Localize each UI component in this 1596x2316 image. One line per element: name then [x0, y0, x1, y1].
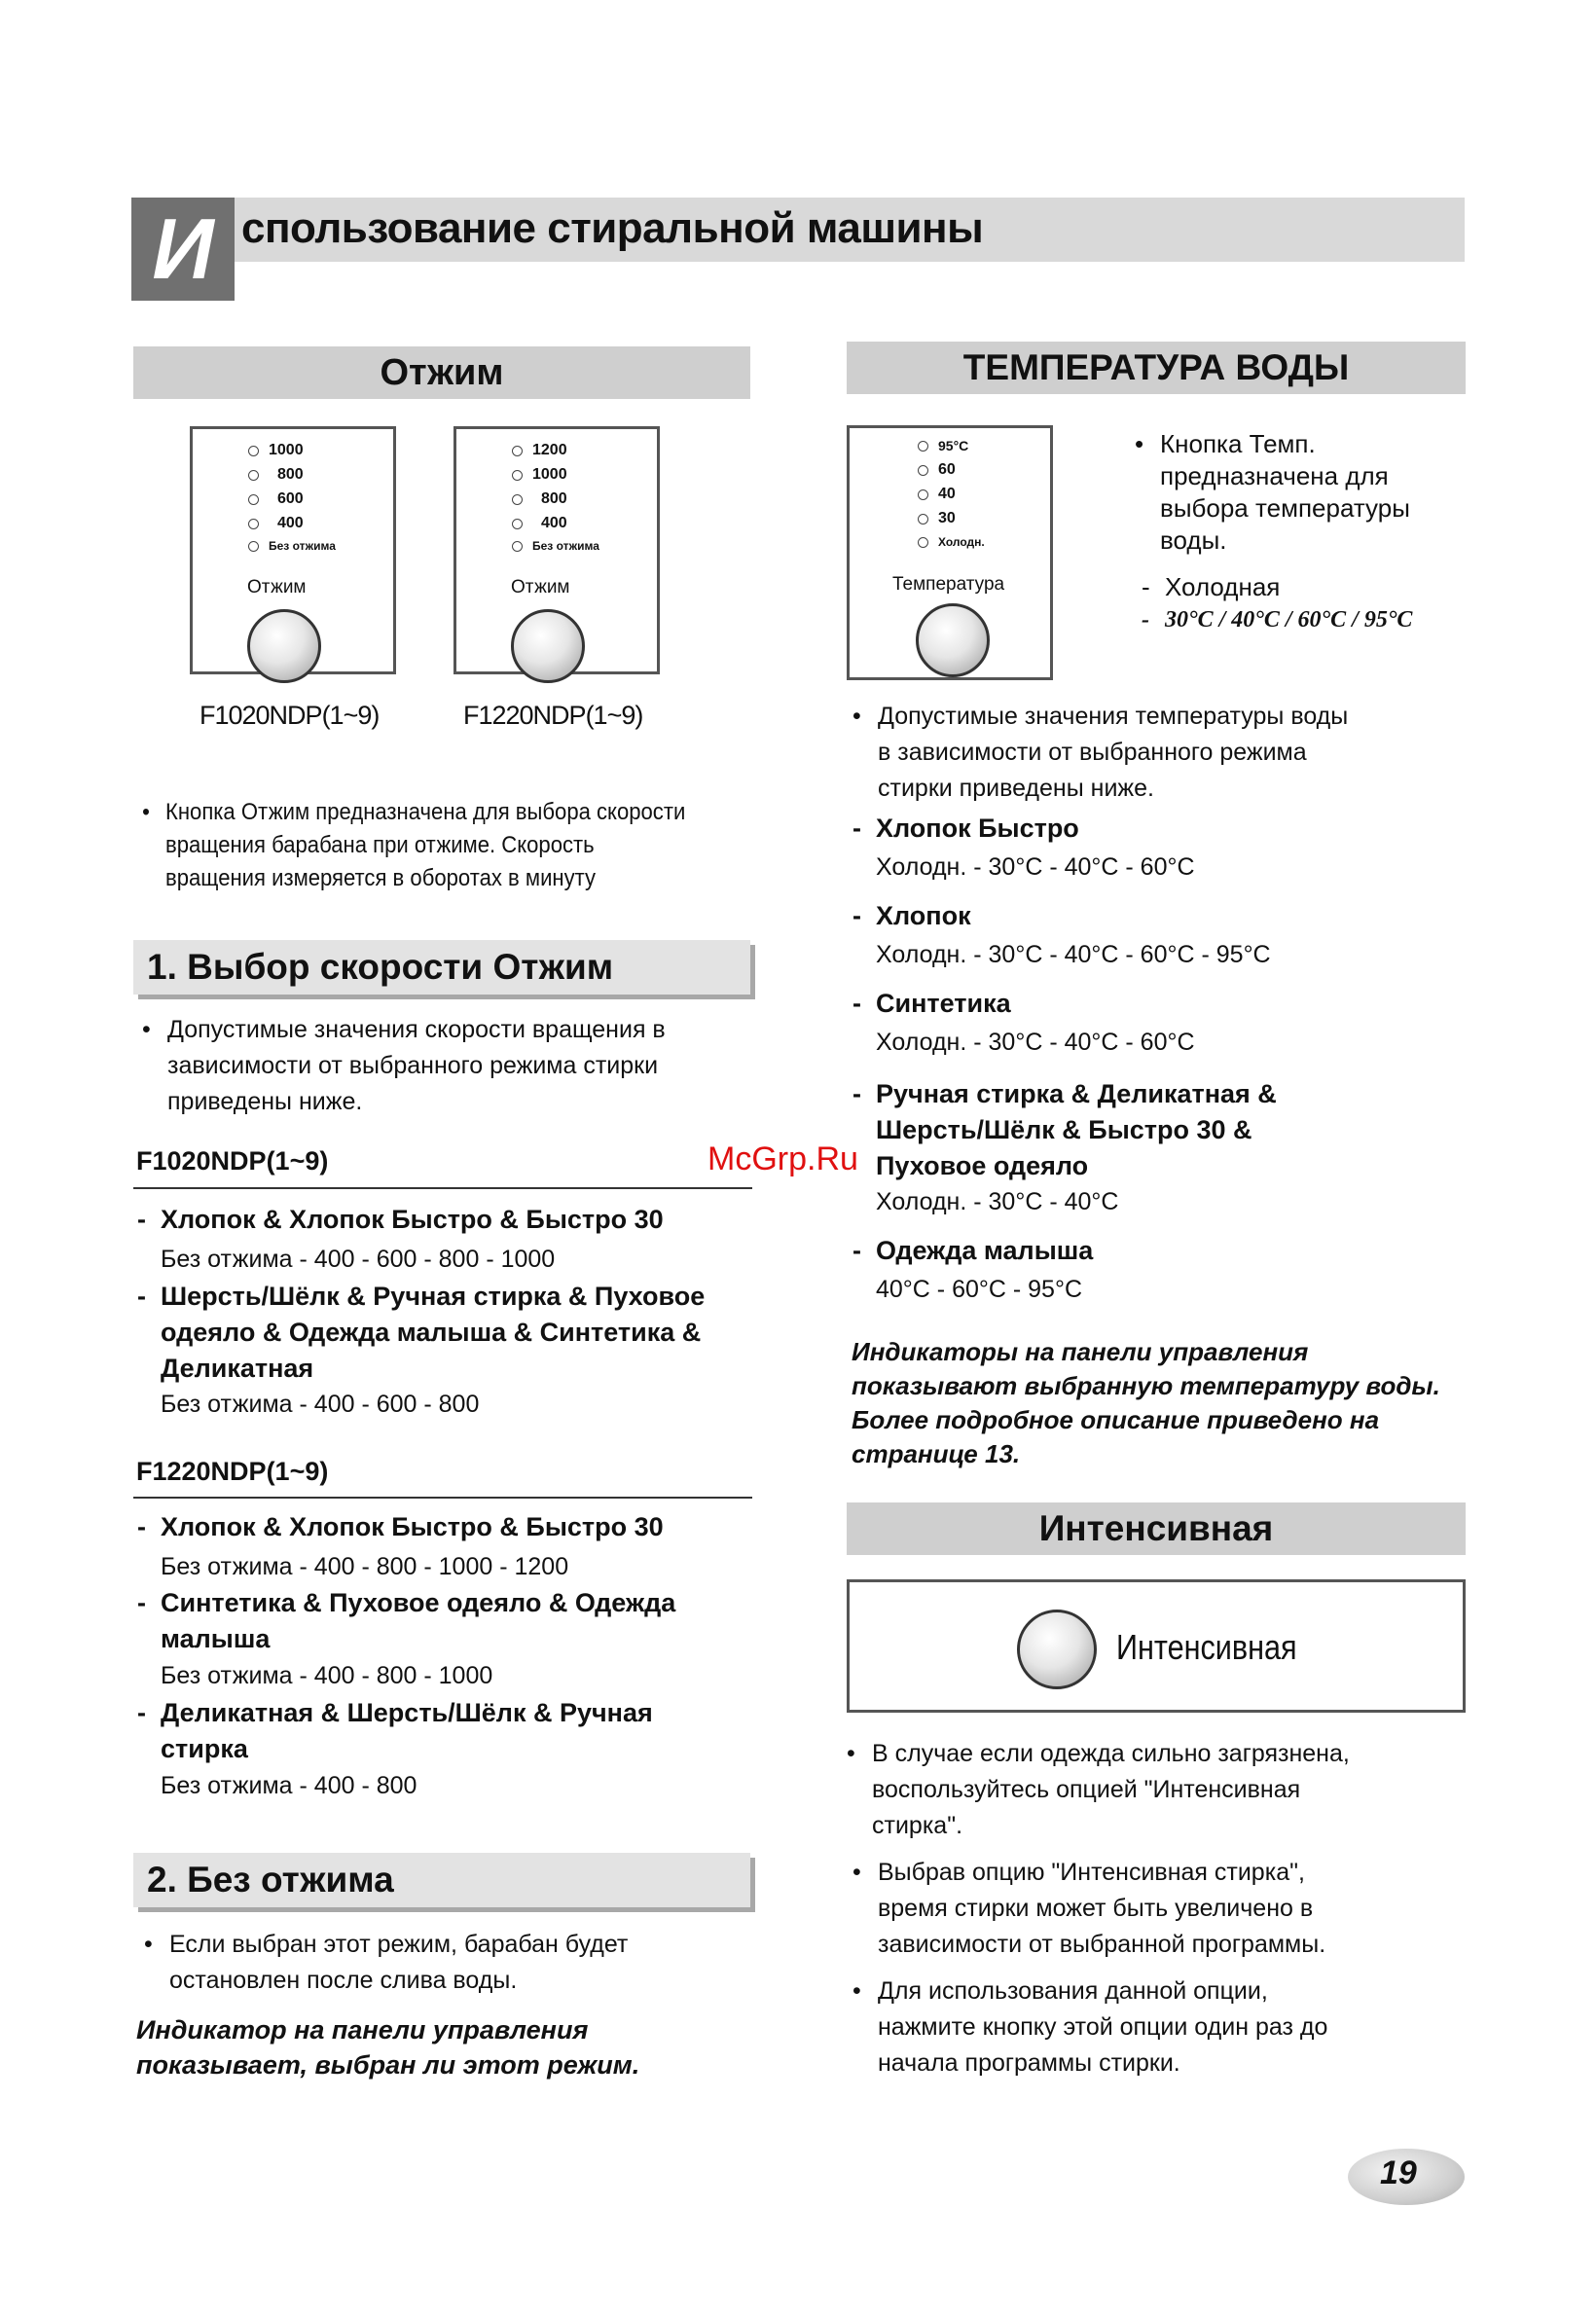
program-group-title: - Шерсть/Шёлк & Ручная стирка & Пуховое одеяло & Одежда малыша & Синтетика & Деликатная	[161, 1279, 705, 1387]
temp-button-label: Температура	[892, 574, 1005, 595]
divider	[133, 1497, 752, 1499]
temp-program-title: - Одежда малыша	[876, 1236, 1093, 1266]
intensive-bullet: • Выбрав опцию "Интенсивная стирка", время стирки может быть увеличено в зависимости от выбранной программы.	[878, 1855, 1481, 1963]
spin-button-label: Отжим	[247, 577, 307, 597]
temperature-knob-button[interactable]	[916, 603, 990, 677]
intensive-heading: Интенсивная	[847, 1502, 1466, 1555]
watermark: McGrp.Ru	[707, 1140, 858, 1177]
spin-heading: Отжим	[133, 346, 750, 399]
spin-values: Без отжима - 400 - 800 - 1000 - 1200	[161, 1553, 569, 1580]
temp-values: Холодн. - 30°C - 40°C - 60°C	[876, 853, 1195, 881]
spin-values: Без отжима - 400 - 800 - 1000	[161, 1662, 493, 1689]
spin-panel-f1220	[453, 426, 660, 674]
spin-level: 1000	[248, 442, 304, 459]
temperature-description: • Кнопка Темп. предназначена для выбора температуры воды.	[1160, 428, 1481, 557]
spin-level: 1000	[512, 466, 567, 484]
temp-option-values: - 30°C / 40°C / 60°C / 95°C	[1165, 607, 1412, 633]
subheading-spin-speed: 1. Выбор скорости Отжим	[133, 940, 750, 995]
intensive-bullet: • В случае если одежда сильно загрязнена, воспользуйтесь опцией "Интенсивная стирка".	[872, 1736, 1475, 1844]
title-initial: И	[131, 198, 235, 301]
spin-values: Без отжима - 400 - 600 - 800	[161, 1391, 480, 1418]
spin-level: 800	[248, 466, 304, 484]
spin-level: 1200	[512, 442, 567, 459]
temperature-intro: • Допустимые значения температуры воды в зависимости от выбранного режима стирки приведены ниже.	[878, 699, 1481, 807]
intensive-panel	[847, 1579, 1466, 1713]
temp-level: 40	[918, 486, 956, 503]
temp-values: Холодн. - 30°C - 40°C - 60°C	[876, 1029, 1195, 1056]
page-title: спользование стиральной машины	[241, 204, 984, 252]
intensive-button-label: Интенсивная	[1116, 1627, 1297, 1667]
temp-option-cold: - Холодная	[1165, 572, 1280, 602]
model-heading: F1020NDP(1~9)	[136, 1146, 329, 1176]
spin-level: Без отжима	[248, 539, 336, 553]
model-heading: F1220NDP(1~9)	[136, 1457, 329, 1486]
program-group-title: - Хлопок & Хлопок Быстро & Быстро 30	[161, 1205, 664, 1235]
temp-values: Холодн. - 30°C - 40°C - 60°C - 95°C	[876, 941, 1271, 968]
spin-level: 800	[512, 490, 567, 508]
temp-program-title: - Ручная стирка & Деликатная & Шерсть/Шёлк & Быстро 30 & Пуховое одеяло	[876, 1076, 1277, 1184]
temp-level: Холодн.	[918, 535, 985, 549]
spin-speed-intro: • Допустимые значения скорости вращения в зависимости от выбранного режима стирки приведены ниже.	[167, 1012, 771, 1120]
spin-level: 600	[248, 490, 304, 508]
temperature-panel	[847, 425, 1053, 680]
temp-level: 95°C	[918, 438, 968, 453]
spin-level: 400	[248, 515, 304, 532]
model-caption: F1220NDP(1~9)	[463, 701, 643, 730]
spin-level: 400	[512, 515, 567, 532]
spin-values: Без отжима - 400 - 600 - 800 - 1000	[161, 1246, 556, 1273]
divider	[133, 1187, 752, 1189]
temp-values: 40°C - 60°C - 95°C	[876, 1276, 1083, 1303]
spin-button-label: Отжим	[511, 577, 570, 597]
spin-level: Без отжима	[512, 539, 599, 553]
intensive-bullet: • Для использования данной опции, нажмите кнопку этой опции один раз до начала программы стирки.	[878, 1973, 1481, 2081]
temp-level: 30	[918, 510, 956, 527]
program-group-title: - Хлопок & Хлопок Быстро & Быстро 30	[161, 1512, 664, 1542]
temperature-heading: ТЕМПЕРАТУРА ВОДЫ	[847, 342, 1466, 394]
intensive-knob-button[interactable]	[1017, 1610, 1097, 1689]
program-group-title: - Синтетика & Пуховое одеяло & Одежда малыша	[161, 1585, 675, 1657]
temp-program-title: - Синтетика	[876, 989, 1011, 1019]
temp-program-title: - Хлопок	[876, 901, 971, 931]
spin-knob-button[interactable]	[511, 609, 585, 683]
model-caption: F1020NDP(1~9)	[200, 701, 380, 730]
spin-knob-button[interactable]	[247, 609, 321, 683]
no-spin-text: • Если выбран этот режим, барабан будет остановлен после слива воды.	[169, 1927, 773, 1999]
temperature-note: Индикаторы на панели управления показывают выбранную температуру воды. Более подробное описание приведено на странице 13.	[852, 1337, 1440, 1468]
temp-program-title: - Хлопок Быстро	[876, 814, 1079, 844]
subheading-no-spin: 2. Без отжима	[133, 1853, 750, 1907]
no-spin-note: Индикатор на панели управления показывает, выбран ли этот режим.	[136, 2015, 640, 2080]
spin-intro: • Кнопка Отжим предназначена для выбора скорости вращения барабана при отжиме. Скорость вращения измеряется в оборотах в минуту	[165, 796, 792, 895]
temp-level: 60	[918, 461, 956, 479]
temp-values: Холодн. - 30°C - 40°C	[876, 1188, 1119, 1215]
page-number: 19	[1380, 2154, 1417, 2191]
spin-values: Без отжима - 400 - 800	[161, 1772, 417, 1799]
program-group-title: - Деликатная & Шерсть/Шёлк & Ручная стирка	[161, 1695, 653, 1767]
spin-panel-f1020	[190, 426, 396, 674]
